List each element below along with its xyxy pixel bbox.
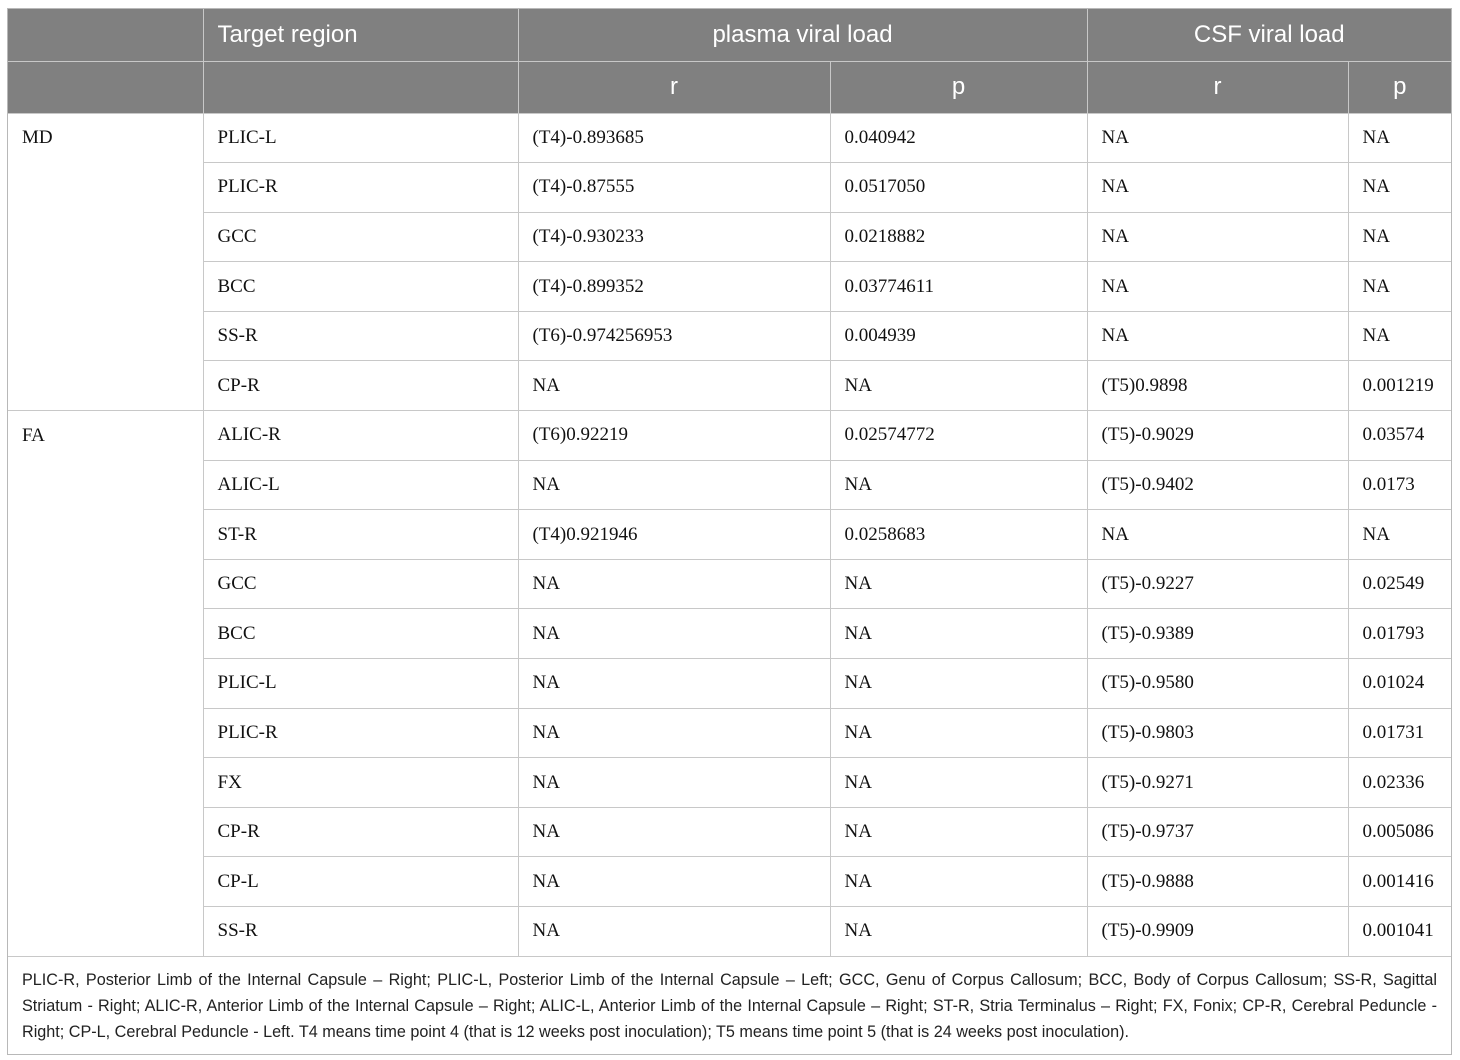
cell-csf-r: (T5)-0.9580 <box>1087 659 1348 709</box>
cell-target-region: BCC <box>203 609 518 659</box>
cell-plasma-p: NA <box>830 807 1087 857</box>
cell-plasma-r: NA <box>518 659 830 709</box>
header-row-2 <box>8 61 1451 113</box>
table-row <box>8 361 1451 411</box>
cell-plasma-r: (T4)-0.899352 <box>518 262 830 312</box>
cell-plasma-p: 0.040942 <box>830 113 1087 163</box>
cell-csf-r: (T5)-0.9909 <box>1087 907 1348 957</box>
cell-plasma-r: (T6)0.92219 <box>518 411 830 461</box>
table-row <box>8 510 1451 560</box>
table-row <box>8 411 1451 461</box>
table-row <box>8 758 1451 808</box>
cell-csf-r: NA <box>1087 212 1348 262</box>
cell-metric <box>8 857 203 907</box>
header-csf-viral-load: CSF viral load <box>1087 9 1451 61</box>
cell-plasma-p: 0.02574772 <box>830 411 1087 461</box>
cell-csf-p: 0.01793 <box>1348 609 1451 659</box>
cell-plasma-r: NA <box>518 708 830 758</box>
cell-plasma-r: NA <box>518 907 830 957</box>
cell-plasma-r: NA <box>518 758 830 808</box>
cell-plasma-r: (T4)-0.893685 <box>518 113 830 163</box>
cell-target-region: PLIC-R <box>203 708 518 758</box>
cell-plasma-p: 0.0218882 <box>830 212 1087 262</box>
cell-csf-r: NA <box>1087 262 1348 312</box>
cell-plasma-p: NA <box>830 907 1087 957</box>
cell-plasma-r: NA <box>518 559 830 609</box>
cell-target-region: CP-R <box>203 361 518 411</box>
table-row <box>8 163 1451 213</box>
cell-csf-r: (T5)-0.9389 <box>1087 609 1348 659</box>
table-row <box>8 708 1451 758</box>
subheader-csf-r: r <box>1087 61 1348 113</box>
cell-metric <box>8 758 203 808</box>
cell-plasma-r: NA <box>518 609 830 659</box>
cell-csf-p: 0.001416 <box>1348 857 1451 907</box>
cell-csf-p: 0.0173 <box>1348 460 1451 510</box>
cell-metric <box>8 659 203 709</box>
table-row <box>8 311 1451 361</box>
cell-csf-r: (T5)-0.9737 <box>1087 807 1348 857</box>
cell-csf-p: 0.01024 <box>1348 659 1451 709</box>
table-row <box>8 807 1451 857</box>
cell-csf-r: (T5)-0.9888 <box>1087 857 1348 907</box>
cell-csf-r: NA <box>1087 163 1348 213</box>
cell-metric <box>8 262 203 312</box>
cell-plasma-p: NA <box>830 460 1087 510</box>
cell-metric <box>8 807 203 857</box>
cell-metric <box>8 163 203 213</box>
table-footnote: PLIC-R, Posterior Limb of the Internal Capsule – Right; PLIC-L, Posterior Limb of the Internal Capsule – Left; GCC, Genu of Corpus Callosum; BCC, Body of Corpus Callosum; SS-R, Sagittal Striatum - Right; ALIC-R, Anterior Limb of the Internal Capsule – Right; ALIC-L, Anterior Limb of the Internal Capsule – Right; ST-R, Stria Terminalus – Right; FX, Fonix; CP-R, Cerebral Peduncle - Right; CP-L, Cerebral Peduncle - Left. T4 means time point 4 (that is 12 weeks post inoculation); T5 means time point 5 (that is 24 weeks post inoculation). <box>22 970 1437 1041</box>
cell-target-region: CP-L <box>203 857 518 907</box>
cell-plasma-p: 0.03774611 <box>830 262 1087 312</box>
cell-csf-r: (T5)-0.9803 <box>1087 708 1348 758</box>
subheader-plasma-p: p <box>830 61 1087 113</box>
header-row-1 <box>8 9 1451 61</box>
cell-target-region: GCC <box>203 212 518 262</box>
cell-csf-p: NA <box>1348 163 1451 213</box>
cell-metric <box>8 361 203 411</box>
cell-plasma-p: NA <box>830 857 1087 907</box>
cell-plasma-p: 0.004939 <box>830 311 1087 361</box>
cell-target-region: PLIC-L <box>203 113 518 163</box>
cell-csf-r: NA <box>1087 510 1348 560</box>
cell-target-region: GCC <box>203 559 518 609</box>
table-body <box>8 113 1451 956</box>
cell-metric <box>8 510 203 560</box>
cell-csf-p: 0.02336 <box>1348 758 1451 808</box>
cell-plasma-r: NA <box>518 361 830 411</box>
cell-metric <box>8 311 203 361</box>
cell-csf-p: 0.005086 <box>1348 807 1451 857</box>
cell-plasma-p: NA <box>830 361 1087 411</box>
cell-csf-p: NA <box>1348 311 1451 361</box>
cell-plasma-p: NA <box>830 559 1087 609</box>
cell-csf-r: NA <box>1087 311 1348 361</box>
header-plasma-viral-load: plasma viral load <box>518 9 1087 61</box>
cell-plasma-p: 0.0258683 <box>830 510 1087 560</box>
cell-plasma-r: NA <box>518 460 830 510</box>
cell-target-region: ALIC-R <box>203 411 518 461</box>
cell-metric <box>8 609 203 659</box>
cell-plasma-p: NA <box>830 659 1087 709</box>
cell-csf-r: (T5)-0.9029 <box>1087 411 1348 461</box>
table-row <box>8 262 1451 312</box>
table-row <box>8 907 1451 957</box>
cell-csf-r: NA <box>1087 113 1348 163</box>
cell-csf-r: (T5)-0.9271 <box>1087 758 1348 808</box>
cell-metric <box>8 559 203 609</box>
cell-plasma-r: (T4)0.921946 <box>518 510 830 560</box>
table-frame <box>7 8 1452 1055</box>
cell-plasma-r: (T4)-0.87555 <box>518 163 830 213</box>
cell-plasma-p: NA <box>830 708 1087 758</box>
cell-target-region: SS-R <box>203 311 518 361</box>
cell-metric: FA <box>22 424 45 446</box>
subheader-csf-p: p <box>1348 61 1451 113</box>
cell-csf-p: 0.03574 <box>1348 411 1451 461</box>
table-row <box>8 460 1451 510</box>
table-row <box>8 212 1451 262</box>
cell-plasma-p: NA <box>830 609 1087 659</box>
cell-csf-p: NA <box>1348 510 1451 560</box>
cell-csf-p: 0.001219 <box>1348 361 1451 411</box>
cell-target-region: SS-R <box>203 907 518 957</box>
table-row <box>8 659 1451 709</box>
cell-csf-r: (T5)-0.9402 <box>1087 460 1348 510</box>
subheader-plasma-r: r <box>518 61 830 113</box>
cell-target-region: ST-R <box>203 510 518 560</box>
table-row <box>8 559 1451 609</box>
cell-csf-p: NA <box>1348 262 1451 312</box>
table-header <box>8 9 1451 113</box>
subheader-blank-2 <box>203 61 518 113</box>
table-row <box>8 609 1451 659</box>
subheader-blank-1 <box>8 61 203 113</box>
cell-csf-p: 0.001041 <box>1348 907 1451 957</box>
table-row <box>8 113 1451 163</box>
cell-plasma-p: NA <box>830 758 1087 808</box>
cell-plasma-r: (T4)-0.930233 <box>518 212 830 262</box>
cell-metric: MD <box>22 127 53 149</box>
cell-target-region: ALIC-L <box>203 460 518 510</box>
cell-plasma-r: NA <box>518 857 830 907</box>
cell-csf-r: (T5)-0.9227 <box>1087 559 1348 609</box>
cell-target-region: PLIC-R <box>203 163 518 213</box>
results-table <box>8 9 1451 957</box>
cell-metric <box>8 212 203 262</box>
cell-target-region: BCC <box>203 262 518 312</box>
cell-csf-p: 0.01731 <box>1348 708 1451 758</box>
cell-csf-p: NA <box>1348 113 1451 163</box>
cell-target-region: CP-R <box>203 807 518 857</box>
cell-csf-p: NA <box>1348 212 1451 262</box>
cell-metric <box>8 460 203 510</box>
cell-metric <box>8 907 203 957</box>
cell-csf-r: (T5)0.9898 <box>1087 361 1348 411</box>
cell-plasma-p: 0.0517050 <box>830 163 1087 213</box>
cell-plasma-r: NA <box>518 807 830 857</box>
cell-csf-p: 0.02549 <box>1348 559 1451 609</box>
header-target-region: Target region <box>203 9 518 61</box>
cell-target-region: FX <box>203 758 518 808</box>
cell-plasma-r: (T6)-0.974256953 <box>518 311 830 361</box>
table-row <box>8 857 1451 907</box>
header-metric-blank <box>8 9 203 61</box>
cell-metric <box>8 708 203 758</box>
cell-target-region: PLIC-L <box>203 659 518 709</box>
